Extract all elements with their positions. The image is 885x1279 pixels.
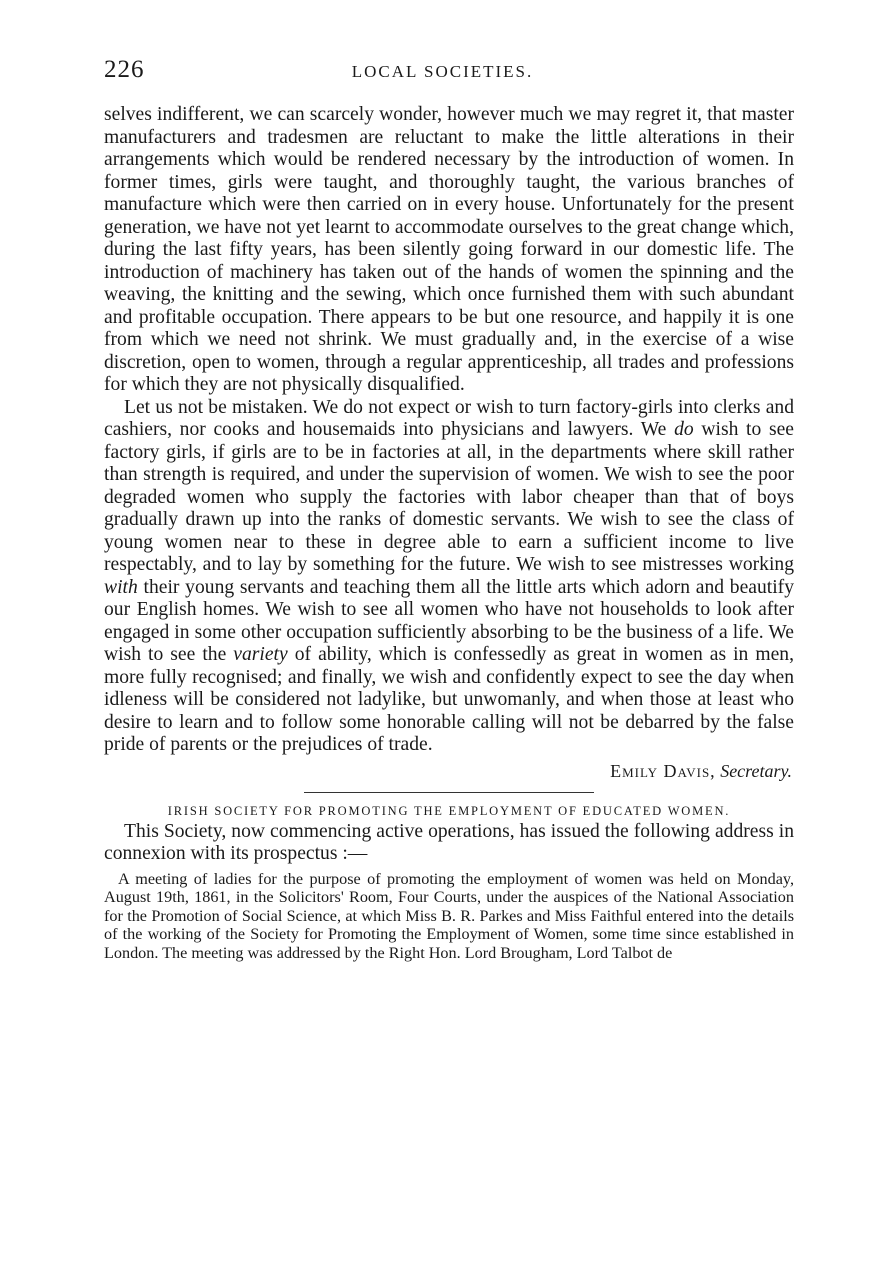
emphasis-with: with: [104, 576, 138, 598]
page-body: [104, 104, 794, 962]
article-text: [104, 104, 794, 757]
paragraph-2-part-c: their young servants and teaching them all the little arts which adorn and beautify our English homes. We wish to see all women who have not households to look after engaged in some other occupation sufficiently absorbing to be the business of a life. We wish to see the: [104, 576, 794, 665]
signature: [104, 757, 794, 785]
signature-name: Emily Davis,: [610, 760, 716, 781]
paragraph-2-part-b: wish to see factory girls, if girls are to be in factories at all, in the departments where skill rather than strength is required, and under the supervision of women. We wish to see the poor degraded women who supply the factories with labor cheaper than that of boys gradually drawn up into the ranks of domestic servants. We wish to see the class of young women near to these in degree able to earn a sufficient income to live respectably, and to lay by something for the future. We wish to see mistresses working: [104, 419, 794, 575]
signature-title: Secretary.: [720, 760, 792, 781]
section-intro: This Society, now commencing active operations, has issued the following address in connexion with its prospectus :—: [104, 820, 794, 864]
paragraph-2-part-a: Let us not be mistaken. We do not expect or wish to turn factory-girls into clerks and cashiers, nor cooks and housemaids into physicians and lawyers. We: [104, 396, 794, 440]
paragraph-2: [104, 397, 794, 757]
emphasis-variety: variety: [233, 644, 288, 665]
running-head: LOCAL SOCIETIES.: [351, 62, 534, 81]
section-heading: IRISH SOCIETY FOR PROMOTING THE EMPLOYMENT OF EDUCATED WOMEN.: [167, 803, 731, 818]
page-number: 226: [104, 56, 145, 83]
paragraph-1: selves indifferent, we can scarcely wonder, however much we may regret it, that master manufacturers and tradesmen are reluctant to make the little alterations in their arrangements which would be rendered necessary by the introduction of women. In former times, girls were taught, and thoroughly taught, the various branches of manufacture which were then carried on in every house. Unfortunately for the present generation, we have not yet learnt to accommodate ourselves to the great change which, during the last fifty years, has been silently going forward in our domestic life. The introduction of machinery has taken out of the hands of women the spinning and the weaving, the knitting and the sewing, which once furnished them with such abundant and profitable occupation. There appears to be but one resource, and happily it is one from which we need not shrink. We must gradually and, in the exercise of a wise discretion, open to women, through a regular apprenticeship, all trades and professions for which they are not physically disqualified.: [104, 104, 794, 395]
page-header: [0, 56, 885, 86]
paragraph-2-part-d: of ability, which is confessedly as great in women as in men, more fully recognised; and finally, we wish and confidently expect to see the day when idleness will be considered not ladylike, but unwomanly, and when those at least who desire to learn and to follow some honorable calling will not be debarred by the false pride of parents or the prejudices of trade.: [104, 644, 794, 755]
emphasis-do: do: [674, 419, 694, 440]
section-quote: A meeting of ladies for the purpose of promoting the employment of women was held on Monday, August 19th, 1861, in the Solicitors' Room, Four Courts, under the auspices of the National Association for the Promotion of Social Science, at which Miss B. R. Parkes and Miss Faithful entered into the details of the working of the Society for Promoting the Employment of Women, some time since established in London. The meeting was addressed by the Right Hon. Lord Brougham, Lord Talbot de: [104, 869, 794, 962]
section-divider: [304, 792, 594, 793]
